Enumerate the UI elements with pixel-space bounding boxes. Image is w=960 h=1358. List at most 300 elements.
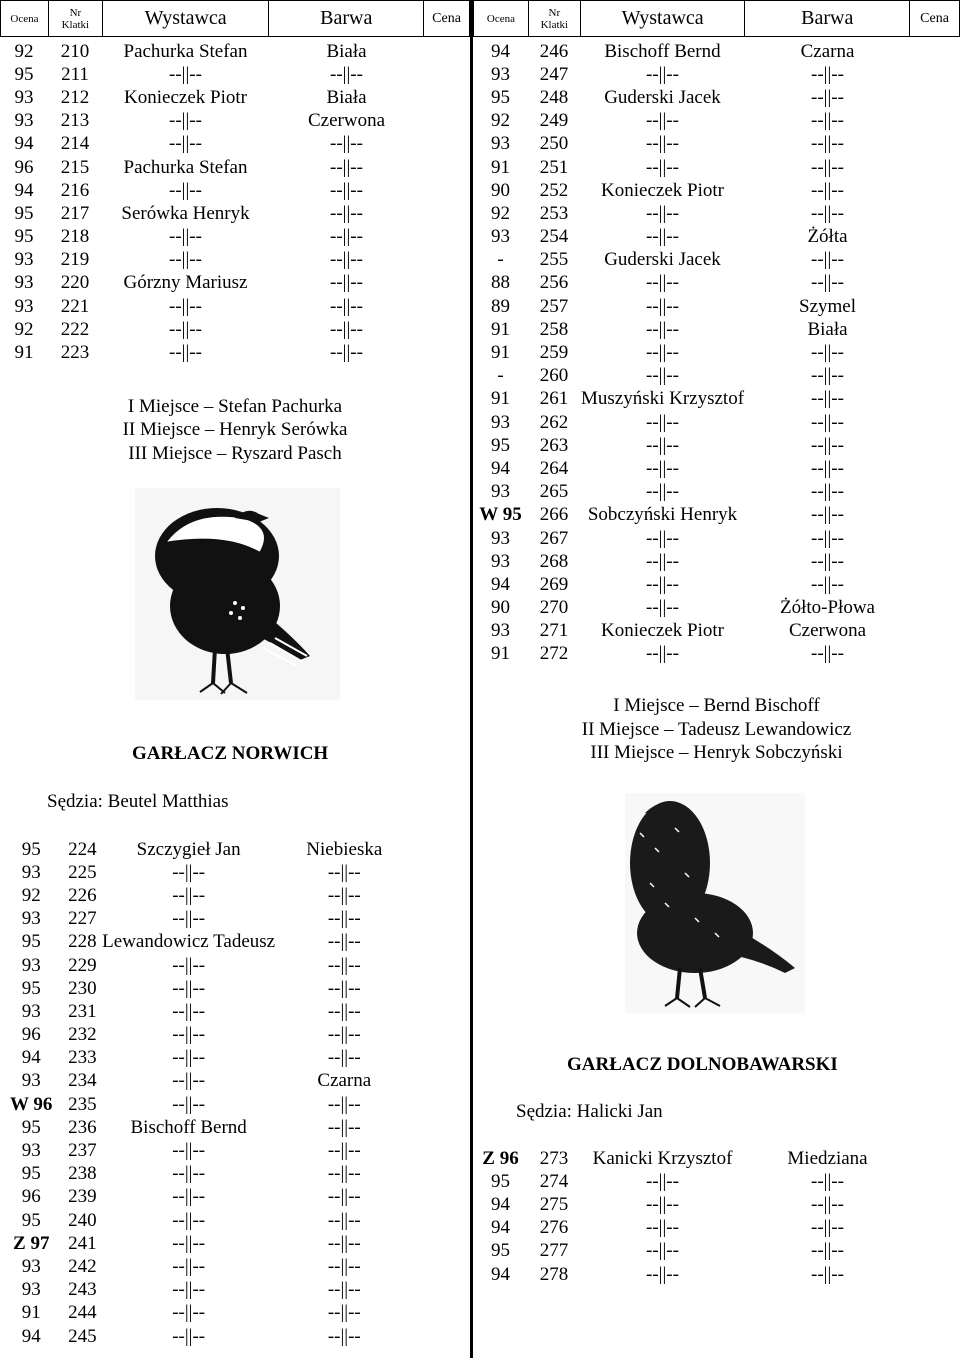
cena-cell: [413, 1279, 470, 1302]
ocena-cell: 95: [491, 434, 510, 456]
nr-cell: 270: [539, 597, 569, 619]
wystawca-cell: --||--: [646, 550, 679, 572]
table-row: [0, 272, 470, 295]
ocena-cell: 93: [14, 272, 34, 294]
right-header: [473, 0, 960, 37]
table-row: [473, 481, 960, 504]
barwa-cell: --||--: [327, 1140, 361, 1162]
cena-cell: [424, 202, 470, 225]
table-row: [0, 931, 470, 954]
nr-cell: 224: [68, 838, 97, 860]
table-row: [0, 202, 470, 225]
nr-cell: 236: [68, 1116, 97, 1138]
cena-cell: [910, 457, 960, 480]
header-cena: Cena: [424, 1, 470, 37]
barwa-cell: --||--: [811, 249, 844, 271]
table-row: [473, 86, 960, 109]
barwa-cell: --||--: [327, 884, 361, 906]
table-row: [473, 1217, 960, 1240]
ocena-cell: 95: [14, 202, 34, 224]
header-ocena: Ocena: [1, 1, 49, 37]
cena-cell: [413, 908, 470, 931]
cena-cell: [910, 1240, 960, 1263]
table-row: [473, 1147, 960, 1170]
wystawca-cell: --||--: [172, 1186, 206, 1208]
wystawca-cell: --||--: [172, 977, 206, 999]
placing-1: I Miejsce – Bernd Bischoff: [613, 695, 820, 717]
cena-cell: [910, 133, 960, 156]
norwich-title: GARŁACZ NORWICH: [132, 743, 329, 764]
barwa-cell: --||--: [327, 977, 361, 999]
wystawca-cell: --||--: [172, 1140, 206, 1162]
wystawca-cell: --||--: [172, 1070, 206, 1092]
ocena-cell: 93: [491, 63, 510, 85]
nr-cell: 221: [60, 295, 90, 317]
nr-cell: 218: [60, 226, 90, 248]
wystawca-cell: --||--: [169, 63, 202, 85]
barwa-cell: --||--: [811, 504, 844, 526]
nr-cell: 275: [539, 1193, 569, 1215]
table-row: [0, 179, 470, 202]
table-row: [0, 1093, 470, 1116]
table-row: [473, 434, 960, 457]
wystawca-cell: --||--: [646, 411, 679, 433]
barwa-cell: Czerwona: [788, 620, 867, 642]
nr-cell: 245: [68, 1325, 97, 1347]
table-row: [0, 838, 470, 861]
barwa-cell: --||--: [330, 179, 363, 201]
wystawca-cell: --||--: [646, 1193, 679, 1215]
table-row: [473, 411, 960, 434]
cena-cell: [910, 643, 960, 666]
barwa-cell: --||--: [811, 110, 844, 132]
ocena-cell: 93: [491, 481, 510, 503]
ocena-cell: 90: [491, 179, 510, 201]
ocena-cell: 89: [491, 295, 510, 317]
barwa-cell: --||--: [327, 1116, 361, 1138]
table-row: [473, 156, 960, 179]
barwa-cell: --||--: [811, 643, 844, 665]
ocena-cell: 93: [14, 295, 34, 317]
barwa-cell: --||--: [811, 481, 844, 503]
table-row: [0, 156, 470, 179]
wystawca-cell: --||--: [169, 295, 202, 317]
ocena-cell: 93: [14, 110, 34, 132]
table-row: [0, 1279, 470, 1302]
wystawca-cell: --||--: [172, 1302, 206, 1324]
table-row: [0, 133, 470, 156]
table-row: [473, 527, 960, 550]
table-row: [0, 1302, 470, 1325]
nr-cell: 262: [539, 411, 569, 433]
ocena-cell: 92: [14, 318, 34, 340]
nr-cell: 241: [68, 1232, 97, 1254]
cena-cell: [424, 318, 470, 341]
nr-cell: 214: [60, 133, 90, 155]
table-row: [0, 1163, 470, 1186]
ocena-cell: -: [497, 365, 504, 387]
cena-cell: [910, 527, 960, 550]
table-row: [0, 1255, 470, 1278]
table-row: [473, 388, 960, 411]
ocena-cell: 95: [21, 1209, 41, 1231]
wystawca-cell: --||--: [172, 861, 206, 883]
barwa-cell: Szymel: [799, 295, 856, 317]
nr-cell: 273: [539, 1147, 569, 1169]
dolno-judge: Sędzia: Halicki Jan: [516, 1101, 663, 1122]
nr-cell: 225: [68, 861, 97, 883]
wystawca-cell: --||--: [646, 1263, 679, 1285]
wystawca-cell: Pachurka Stefan: [123, 40, 248, 62]
barwa-cell: --||--: [811, 388, 844, 410]
nr-cell: 213: [60, 110, 90, 132]
header-ocena: Ocena: [474, 1, 529, 37]
ocena-cell: 95: [21, 931, 41, 953]
left-bottom-block: [0, 838, 470, 1348]
nr-cell: 268: [539, 550, 569, 572]
nr-cell: 239: [68, 1186, 97, 1208]
ocena-cell: 95: [491, 1170, 510, 1192]
barwa-cell: --||--: [327, 1000, 361, 1022]
cena-cell: [910, 1193, 960, 1216]
cena-cell: [413, 1186, 470, 1209]
ocena-cell: 94: [491, 1263, 510, 1285]
barwa-cell: Biała: [326, 40, 367, 62]
cena-cell: [413, 1047, 470, 1070]
barwa-cell: Żółto-Płowa: [780, 597, 875, 619]
ocena-cell: 92: [491, 202, 510, 224]
wystawca-cell: --||--: [646, 272, 679, 294]
cena-cell: [424, 40, 470, 63]
wystawca-cell: --||--: [646, 365, 679, 387]
table-row: [473, 40, 960, 63]
table-row: [0, 1047, 470, 1070]
barwa-cell: --||--: [811, 272, 844, 294]
nr-cell: 219: [60, 249, 90, 271]
ocena-cell: 92: [491, 110, 510, 132]
cena-cell: [910, 272, 960, 295]
ocena-cell: 93: [21, 861, 41, 883]
ocena-cell: 96: [14, 156, 34, 178]
ocena-cell: 91: [491, 318, 510, 340]
table-row: [0, 1232, 470, 1255]
placing-3: III Miejsce – Henryk Sobczyński: [590, 742, 843, 764]
ocena-cell: 96: [21, 1024, 41, 1046]
barwa-cell: --||--: [811, 342, 844, 364]
ocena-cell: 91: [491, 643, 510, 665]
cena-cell: [910, 63, 960, 86]
barwa-cell: --||--: [811, 527, 844, 549]
nr-cell: 229: [68, 954, 97, 976]
cena-cell: [910, 156, 960, 179]
cena-cell: [910, 110, 960, 133]
wystawca-cell: --||--: [646, 481, 679, 503]
wystawca-cell: Bischoff Bernd: [604, 40, 721, 62]
ocena-cell: 94: [491, 40, 510, 62]
cena-cell: [413, 884, 470, 907]
barwa-cell: --||--: [811, 365, 844, 387]
barwa-cell: --||--: [330, 249, 363, 271]
barwa-cell: --||--: [330, 272, 363, 294]
wystawca-cell: --||--: [646, 597, 679, 619]
nr-cell: 277: [539, 1240, 569, 1262]
right-column: [473, 0, 960, 765]
wystawca-cell: --||--: [646, 318, 679, 340]
barwa-cell: --||--: [330, 63, 363, 85]
wystawca-cell: --||--: [646, 643, 679, 665]
wystawca-cell: Kanicki Krzysztof: [592, 1147, 733, 1169]
nr-cell: 249: [539, 110, 569, 132]
table-row: [473, 1263, 960, 1286]
cena-cell: [910, 179, 960, 202]
cena-cell: [413, 1070, 470, 1093]
nr-cell: 210: [60, 40, 90, 62]
wystawca-cell: --||--: [646, 110, 679, 132]
ocena-cell: 91: [21, 1302, 41, 1324]
barwa-cell: Biała: [326, 86, 367, 108]
wystawca-cell: Pachurka Stefan: [123, 156, 248, 178]
barwa-cell: --||--: [330, 156, 363, 178]
left-table-bottom: [0, 838, 470, 1348]
ocena-cell: 88: [491, 272, 510, 294]
header-barwa: Barwa: [745, 1, 910, 37]
barwa-cell: Żółta: [807, 226, 848, 248]
barwa-cell: --||--: [811, 573, 844, 595]
nr-cell: 269: [539, 573, 569, 595]
barwa-cell: --||--: [327, 1302, 361, 1324]
nr-cell: 272: [539, 643, 569, 665]
ocena-cell: 92: [21, 884, 41, 906]
cena-cell: [910, 504, 960, 527]
table-row: [473, 1240, 960, 1263]
cena-cell: [424, 179, 470, 202]
cena-cell: [910, 365, 960, 388]
ocena-cell: 94: [14, 133, 34, 155]
ocena-cell: W 95: [479, 504, 522, 526]
wystawca-cell: Szczygieł Jan: [136, 838, 241, 860]
cena-cell: [413, 1255, 470, 1278]
wystawca-cell: --||--: [169, 226, 202, 248]
barwa-cell: --||--: [327, 931, 361, 953]
nr-cell: 251: [539, 156, 569, 178]
nr-cell: 222: [60, 318, 90, 340]
norwich-pigeon-illustration: [135, 488, 340, 700]
cena-cell: [413, 1139, 470, 1162]
ocena-cell: 95: [21, 838, 41, 860]
left-header: [0, 0, 470, 37]
nr-cell: 265: [539, 481, 569, 503]
cena-cell: [424, 249, 470, 272]
ocena-cell: 94: [491, 1217, 510, 1239]
cena-cell: [910, 295, 960, 318]
wystawca-cell: --||--: [169, 249, 202, 271]
ocena-cell: 93: [491, 620, 510, 642]
table-row: [0, 1209, 470, 1232]
table-row: [0, 249, 470, 272]
nr-cell: 253: [539, 202, 569, 224]
nr-cell: 232: [68, 1024, 97, 1046]
cena-cell: [910, 1217, 960, 1240]
barwa-cell: --||--: [330, 202, 363, 224]
barwa-cell: --||--: [330, 133, 363, 155]
cena-cell: [413, 1163, 470, 1186]
ocena-cell: 93: [14, 249, 34, 271]
table-row: [473, 365, 960, 388]
nr-cell: 266: [539, 504, 569, 526]
wystawca-cell: --||--: [172, 1255, 206, 1277]
wystawca-cell: --||--: [646, 573, 679, 595]
wystawca-cell: Konieczek Piotr: [601, 179, 724, 201]
wystawca-cell: --||--: [169, 133, 202, 155]
nr-cell: 263: [539, 434, 569, 456]
ocena-cell: 93: [21, 1279, 41, 1301]
cena-cell: [413, 954, 470, 977]
cena-cell: [910, 481, 960, 504]
barwa-cell: --||--: [811, 434, 844, 456]
wystawca-cell: --||--: [646, 202, 679, 224]
ocena-cell: 95: [21, 977, 41, 999]
cena-cell: [910, 1263, 960, 1286]
table-row: [473, 620, 960, 643]
ocena-cell: 93: [491, 226, 510, 248]
barwa-cell: --||--: [327, 908, 361, 930]
barwa-cell: --||--: [811, 133, 844, 155]
ocena-cell: 93: [21, 1255, 41, 1277]
cena-cell: [413, 1232, 470, 1255]
cena-cell: [424, 226, 470, 249]
ocena-cell: 94: [21, 1047, 41, 1069]
table-row: [473, 341, 960, 364]
header-nr-klatki: Nr Klatki: [48, 1, 102, 37]
cena-cell: [413, 1093, 470, 1116]
table-row: [473, 249, 960, 272]
wystawca-cell: --||--: [646, 457, 679, 479]
table-row: [473, 318, 960, 341]
barwa-cell: --||--: [811, 202, 844, 224]
ocena-cell: 93: [21, 1070, 41, 1092]
barwa-cell: --||--: [811, 179, 844, 201]
barwa-cell: --||--: [811, 156, 844, 178]
nr-cell: 240: [68, 1209, 97, 1231]
table-row: [0, 40, 470, 63]
cena-cell: [424, 63, 470, 86]
table-row: [0, 1325, 470, 1348]
barwa-cell: --||--: [327, 1093, 361, 1115]
nr-cell: 244: [68, 1302, 97, 1324]
wystawca-cell: Guderski Jacek: [604, 249, 721, 271]
wystawca-cell: Bischoff Bernd: [130, 1116, 247, 1138]
nr-cell: 276: [539, 1217, 569, 1239]
nr-cell: 215: [60, 156, 90, 178]
nr-cell: 250: [539, 133, 569, 155]
nr-cell: 258: [539, 318, 569, 340]
nr-cell: 217: [60, 202, 90, 224]
cena-cell: [413, 1000, 470, 1023]
nr-cell: 231: [68, 1000, 97, 1022]
wystawca-cell: --||--: [172, 1047, 206, 1069]
wystawca-cell: Guderski Jacek: [604, 86, 721, 108]
nr-cell: 223: [60, 342, 90, 364]
nr-cell: 278: [539, 1263, 569, 1285]
barwa-cell: Czerwona: [307, 110, 386, 132]
wystawca-cell: Lewandowicz Tadeusz: [102, 931, 276, 953]
ocena-cell: 94: [491, 573, 510, 595]
table-row: [0, 861, 470, 884]
ocena-cell: Z 97: [13, 1232, 50, 1254]
wystawca-cell: --||--: [172, 1209, 206, 1231]
ocena-cell: 93: [491, 133, 510, 155]
wystawca-cell: --||--: [172, 1325, 206, 1347]
table-row: [0, 110, 470, 133]
wystawca-cell: Konieczek Piotr: [601, 620, 724, 642]
header-nr-klatki: Nr Klatki: [528, 1, 580, 37]
table-row: [0, 954, 470, 977]
ocena-cell: 93: [21, 954, 41, 976]
ocena-cell: 91: [491, 342, 510, 364]
cena-cell: [424, 86, 470, 109]
table-row: [0, 318, 470, 341]
cena-cell: [413, 838, 470, 861]
cena-cell: [413, 1209, 470, 1232]
header-cena: Cena: [910, 1, 960, 37]
nr-cell: 246: [539, 40, 569, 62]
wystawca-cell: --||--: [169, 342, 202, 364]
cena-cell: [424, 156, 470, 179]
wystawca-cell: --||--: [646, 63, 679, 85]
wystawca-cell: --||--: [172, 954, 206, 976]
ocena-cell: 93: [491, 550, 510, 572]
wystawca-cell: --||--: [646, 226, 679, 248]
left-placings: [0, 395, 470, 466]
barwa-cell: --||--: [327, 1255, 361, 1277]
placing-3: III Miejsce – Ryszard Pasch: [128, 442, 342, 464]
cena-cell: [910, 597, 960, 620]
ocena-cell: 94: [491, 457, 510, 479]
cena-cell: [910, 1170, 960, 1193]
wystawca-cell: --||--: [172, 1093, 206, 1115]
placing-1: I Miejsce – Stefan Pachurka: [127, 395, 343, 417]
nr-cell: 257: [539, 295, 569, 317]
barwa-cell: --||--: [330, 342, 363, 364]
wystawca-cell: --||--: [646, 156, 679, 178]
barwa-cell: --||--: [811, 63, 844, 85]
barwa-cell: Niebieska: [306, 838, 383, 860]
ocena-cell: 94: [21, 1325, 41, 1347]
cena-cell: [424, 272, 470, 295]
right-bottom-block: [473, 1147, 960, 1286]
nr-cell: 220: [60, 272, 90, 294]
barwa-cell: --||--: [811, 1217, 844, 1239]
ocena-cell: 94: [491, 1193, 510, 1215]
nr-cell: 227: [68, 908, 97, 930]
nr-cell: 242: [68, 1255, 97, 1277]
nr-cell: 216: [60, 179, 90, 201]
nr-cell: 247: [539, 63, 569, 85]
wystawca-cell: --||--: [646, 1170, 679, 1192]
table-row: [473, 295, 960, 318]
nr-cell: 248: [539, 86, 569, 108]
nr-cell: 255: [539, 249, 569, 271]
cena-cell: [424, 110, 470, 133]
dolno-title: GARŁACZ DOLNOBAWARSKI: [567, 1054, 838, 1075]
table-row: [0, 226, 470, 249]
norwich-judge: Sędzia: Beutel Matthias: [47, 791, 229, 812]
wystawca-cell: Serówka Henryk: [121, 202, 250, 224]
right-table-bottom: [473, 1147, 960, 1286]
barwa-cell: --||--: [327, 861, 361, 883]
barwa-cell: --||--: [330, 318, 363, 340]
nr-cell: 238: [68, 1163, 97, 1185]
